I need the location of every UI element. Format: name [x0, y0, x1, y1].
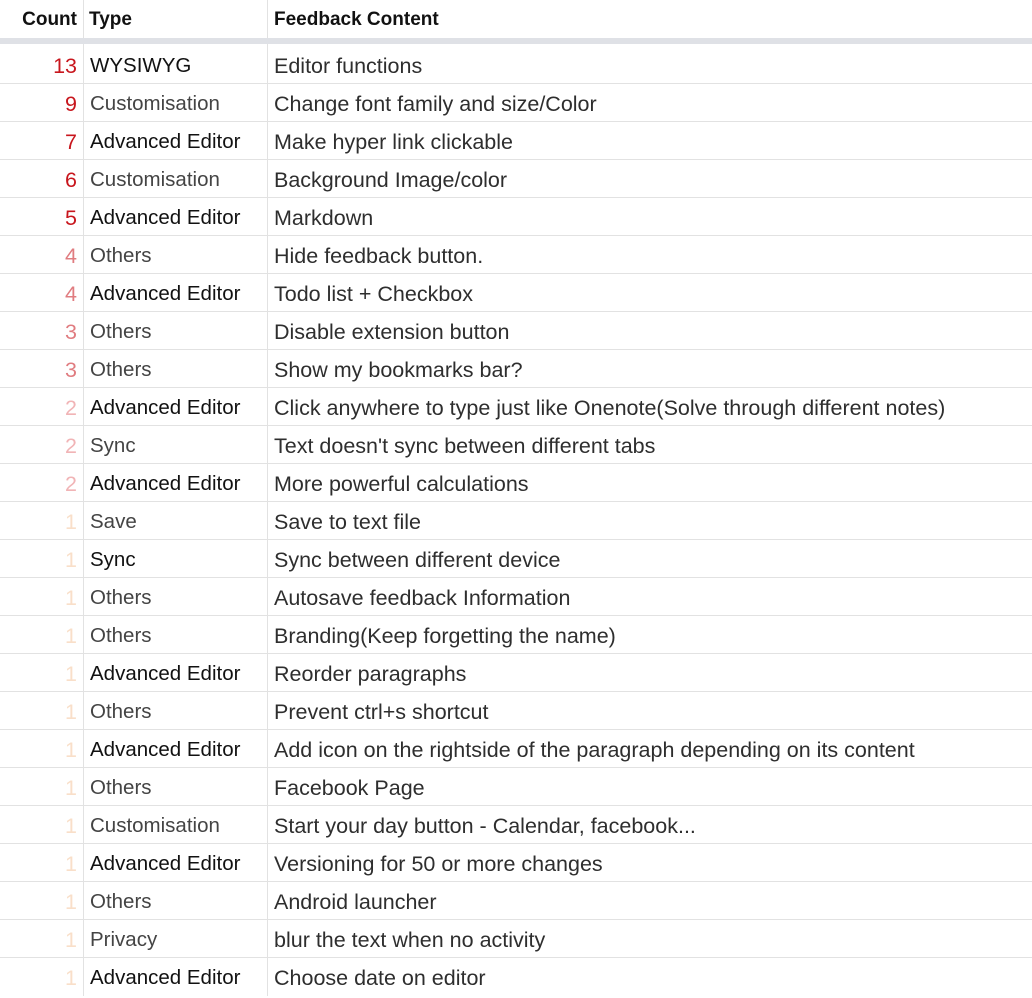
count-cell[interactable]: 1: [65, 966, 77, 990]
feedback-content-cell[interactable]: Text doesn't sync between different tabs: [274, 434, 656, 458]
feedback-content-cell[interactable]: blur the text when no activity: [274, 928, 546, 952]
count-cell[interactable]: 5: [65, 206, 77, 230]
type-cell[interactable]: Others: [90, 320, 152, 343]
table-row[interactable]: [0, 274, 1032, 312]
feedback-content-cell[interactable]: Markdown: [274, 206, 374, 230]
type-cell[interactable]: Others: [90, 776, 152, 799]
feedback-content-cell[interactable]: Branding(Keep forgetting the name): [274, 624, 616, 648]
count-cell[interactable]: 1: [65, 928, 77, 952]
feedback-content-cell[interactable]: Facebook Page: [274, 776, 425, 800]
count-cell[interactable]: 1: [65, 814, 77, 838]
count-cell[interactable]: 1: [65, 890, 77, 914]
feedback-content-cell[interactable]: Sync between different device: [274, 548, 561, 572]
type-cell[interactable]: Sync: [90, 548, 136, 571]
table-row[interactable]: [0, 654, 1032, 692]
table-row[interactable]: [0, 312, 1032, 350]
type-cell[interactable]: Privacy: [90, 928, 158, 951]
feedback-content-cell[interactable]: Autosave feedback Information: [274, 586, 571, 610]
table-row[interactable]: [0, 236, 1032, 274]
feedback-content-cell[interactable]: Editor functions: [274, 54, 423, 78]
table-row[interactable]: [0, 882, 1032, 920]
feedback-content-cell[interactable]: Start your day button - Calendar, facebook...: [274, 814, 696, 838]
feedback-content-cell[interactable]: Prevent ctrl+s shortcut: [274, 700, 489, 724]
table-row[interactable]: [0, 540, 1032, 578]
type-cell[interactable]: Advanced Editor: [90, 852, 241, 875]
feedback-content-cell[interactable]: Android launcher: [274, 890, 437, 914]
table-row[interactable]: [0, 122, 1032, 160]
count-cell[interactable]: 1: [65, 586, 77, 610]
count-cell[interactable]: 4: [65, 244, 77, 268]
table-row[interactable]: [0, 388, 1032, 426]
table-row[interactable]: [0, 160, 1032, 198]
type-cell[interactable]: Customisation: [90, 92, 220, 115]
type-cell[interactable]: Advanced Editor: [90, 738, 241, 761]
table-row[interactable]: [0, 692, 1032, 730]
header-type[interactable]: Type: [89, 9, 132, 30]
table-row[interactable]: [0, 768, 1032, 806]
feedback-content-cell[interactable]: More powerful calculations: [274, 472, 529, 496]
count-cell[interactable]: 13: [53, 54, 77, 78]
type-cell[interactable]: Customisation: [90, 814, 220, 837]
feedback-content-cell[interactable]: Show my bookmarks bar?: [274, 358, 523, 382]
type-cell[interactable]: Others: [90, 890, 152, 913]
type-cell[interactable]: Advanced Editor: [90, 282, 241, 305]
table-header: [0, 0, 1032, 44]
table-body: [0, 46, 1032, 995]
type-cell[interactable]: Others: [90, 586, 152, 609]
feedback-content-cell[interactable]: Hide feedback button.: [274, 244, 484, 268]
feedback-content-cell[interactable]: Choose date on editor: [274, 966, 486, 990]
table-row[interactable]: [0, 578, 1032, 616]
count-cell[interactable]: 3: [65, 358, 77, 382]
feedback-content-cell[interactable]: Change font family and size/Color: [274, 92, 597, 116]
table-row[interactable]: [0, 46, 1032, 84]
header-feedback-content[interactable]: Feedback Content: [274, 9, 439, 30]
type-cell[interactable]: Others: [90, 700, 152, 723]
feedback-content-cell[interactable]: Todo list + Checkbox: [274, 282, 473, 306]
count-cell[interactable]: 9: [65, 92, 77, 116]
count-cell[interactable]: 3: [65, 320, 77, 344]
feedback-content-cell[interactable]: Save to text file: [274, 510, 421, 534]
type-cell[interactable]: Advanced Editor: [90, 966, 241, 989]
feedback-content-cell[interactable]: Click anywhere to type just like Onenote(Solve through different notes): [274, 396, 946, 420]
type-cell[interactable]: Customisation: [90, 168, 220, 191]
header-count[interactable]: Count: [22, 9, 77, 30]
count-cell[interactable]: 1: [65, 738, 77, 762]
count-cell[interactable]: 2: [65, 396, 77, 420]
feedback-content-cell[interactable]: Reorder paragraphs: [274, 662, 467, 686]
count-cell[interactable]: 2: [65, 472, 77, 496]
table-row[interactable]: [0, 920, 1032, 958]
count-cell[interactable]: 1: [65, 852, 77, 876]
count-cell[interactable]: 1: [65, 776, 77, 800]
feedback-content-cell[interactable]: Add icon on the rightside of the paragraph depending on its content: [274, 738, 915, 762]
table-row[interactable]: [0, 616, 1032, 654]
table-row[interactable]: [0, 958, 1032, 995]
table-row[interactable]: [0, 502, 1032, 540]
count-cell[interactable]: 4: [65, 282, 77, 306]
count-cell[interactable]: 1: [65, 700, 77, 724]
table-row[interactable]: [0, 806, 1032, 844]
type-cell[interactable]: Others: [90, 624, 152, 647]
table-row[interactable]: [0, 198, 1032, 236]
type-cell[interactable]: Sync: [90, 434, 136, 457]
count-cell[interactable]: 7: [65, 130, 77, 154]
type-cell[interactable]: Advanced Editor: [90, 206, 241, 229]
table-row[interactable]: [0, 844, 1032, 882]
type-cell[interactable]: Advanced Editor: [90, 662, 241, 685]
count-cell[interactable]: 1: [65, 510, 77, 534]
type-cell[interactable]: Advanced Editor: [90, 472, 241, 495]
type-cell[interactable]: Advanced Editor: [90, 130, 241, 153]
table-row[interactable]: [0, 84, 1032, 122]
feedback-content-cell[interactable]: Versioning for 50 or more changes: [274, 852, 603, 876]
type-cell[interactable]: WYSIWYG: [90, 54, 192, 77]
feedback-content-cell[interactable]: Background Image/color: [274, 168, 508, 192]
type-cell[interactable]: Others: [90, 244, 152, 267]
type-cell[interactable]: Advanced Editor: [90, 396, 241, 419]
count-cell[interactable]: 2: [65, 434, 77, 458]
table-row[interactable]: [0, 464, 1032, 502]
count-cell[interactable]: 1: [65, 662, 77, 686]
feedback-content-cell[interactable]: Make hyper link clickable: [274, 130, 513, 154]
table-row[interactable]: [0, 350, 1032, 388]
feedback-content-cell[interactable]: Disable extension button: [274, 320, 510, 344]
table-row[interactable]: [0, 730, 1032, 768]
type-cell[interactable]: Others: [90, 358, 152, 381]
count-cell[interactable]: 1: [65, 548, 77, 572]
count-cell[interactable]: 6: [65, 168, 77, 192]
table-row[interactable]: [0, 426, 1032, 464]
count-cell[interactable]: 1: [65, 624, 77, 648]
type-cell[interactable]: Save: [90, 510, 137, 533]
